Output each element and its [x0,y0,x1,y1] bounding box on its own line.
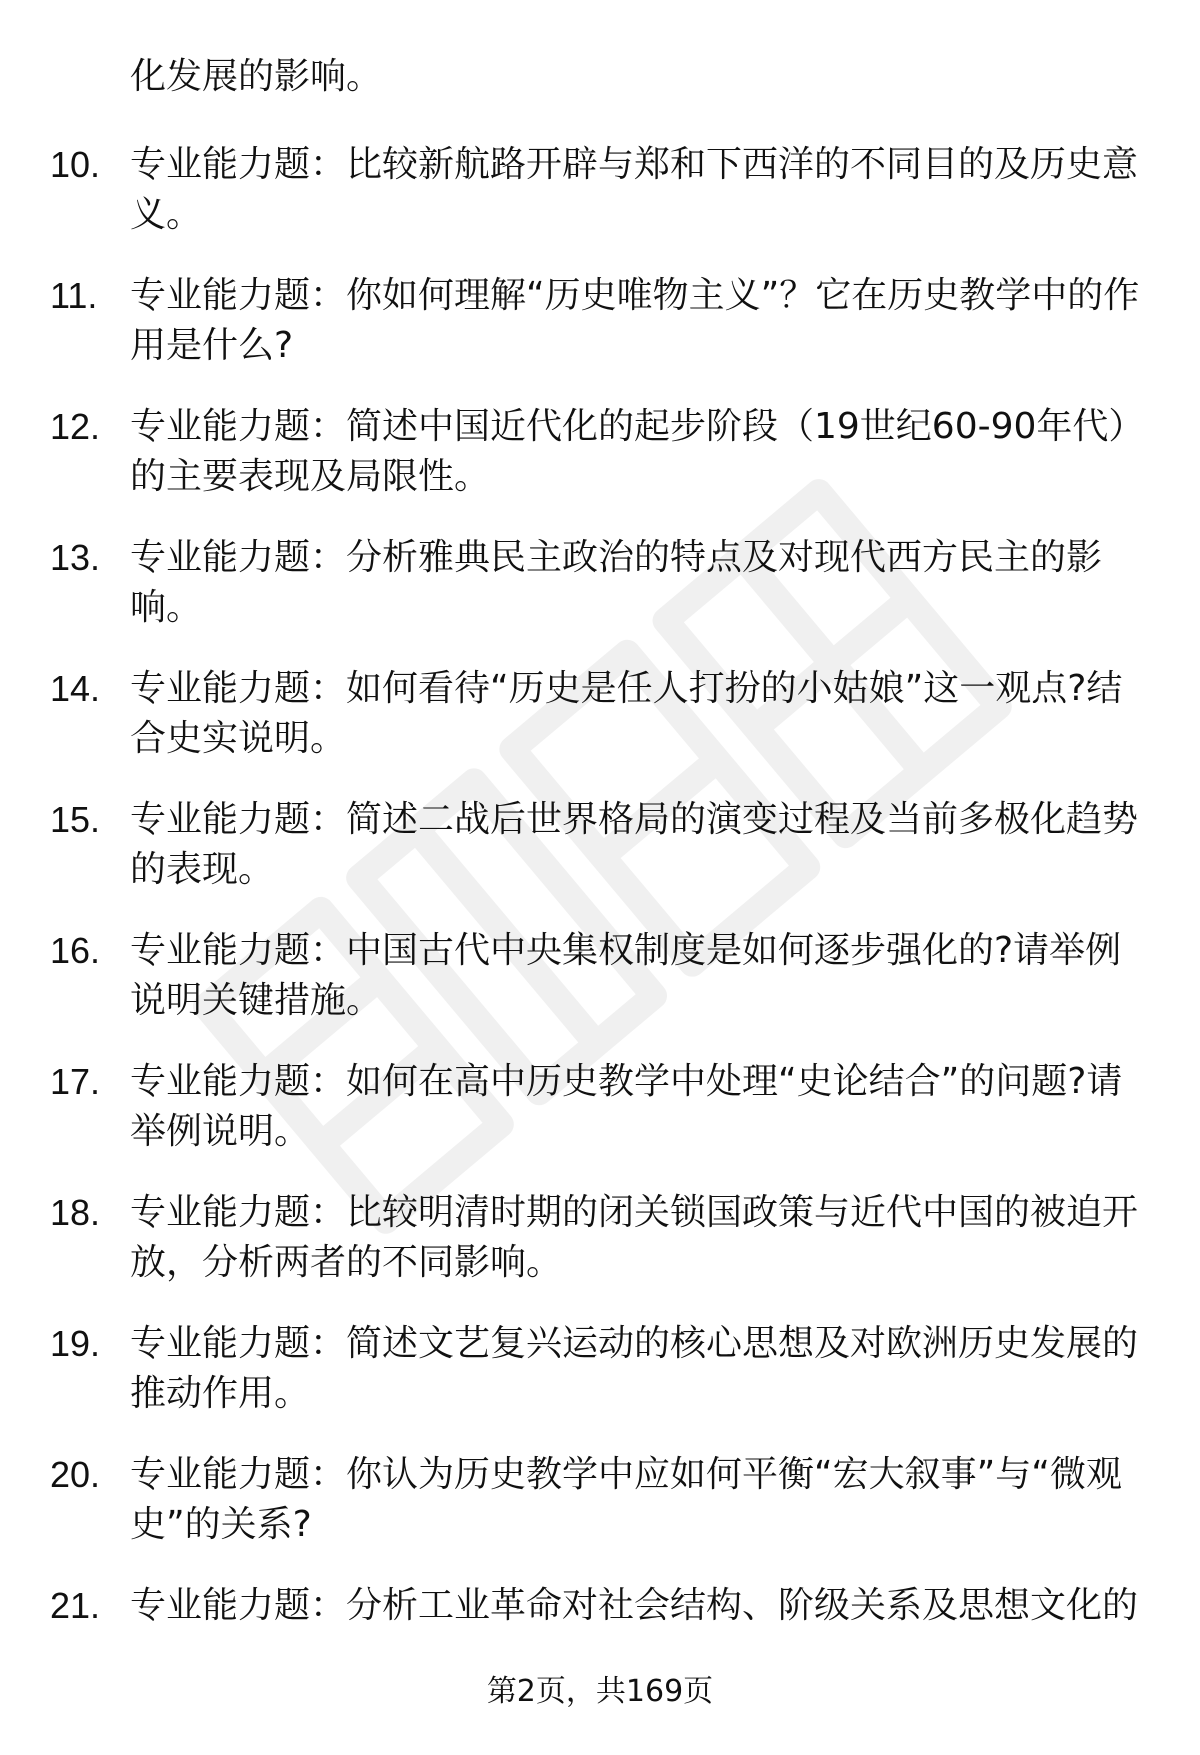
question-text: 专业能力题：分析工业革命对社会结构、阶级关系及思想文化的 [130,1585,1139,1626]
question-text: 专业能力题：简述二战后世界格局的演变过程及当前多极化趋势的表现。 [130,799,1139,890]
question-text: 专业能力题：如何在高中历史教学中处理“史论结合”的问题?请举例说明。 [130,1061,1123,1152]
question-text: 专业能力题：简述中国近代化的起步阶段（19世纪60-90年代）的主要表现及局限性。 [130,406,1127,497]
question-number: 18. [50,1192,101,1233]
list-item [50,1450,1140,1550]
continued-question-text: 化发展的影响。 [130,56,383,97]
question-text: 专业能力题：简述文艺复兴运动的核心思想及对欧洲历史发展的推动作用。 [130,1323,1139,1414]
question-number: 11. [50,275,98,316]
question-number: 20. [50,1454,101,1495]
question-number: 17. [50,1061,101,1102]
question-text: 专业能力题：比较明清时期的闭关锁国政策与近代中国的被迫开放，分析两者的不同影响。 [130,1192,1139,1283]
question-list [50,140,1140,1662]
question-text: 专业能力题：如何看待“历史是任人打扮的小姑娘”这一观点?结合史实说明。 [130,668,1123,759]
question-number: 21. [50,1585,101,1626]
list-item [50,402,1140,502]
list-item [50,1319,1140,1419]
list-item [50,1188,1140,1288]
question-number: 12. [50,406,101,447]
list-item [50,1057,1140,1157]
list-item [50,533,1140,633]
list-item [50,926,1140,1026]
question-text: 专业能力题：你认为历史教学中应如何平衡“宏大叙事”与“微观史”的关系? [130,1454,1122,1545]
question-number: 19. [50,1323,101,1364]
question-text: 专业能力题：中国古代中央集权制度是如何逐步强化的?请举例说明关键措施。 [130,930,1122,1021]
question-text: 专业能力题：分析雅典民主政治的特点及对现代西方民主的影响。 [130,537,1103,628]
list-item [50,271,1140,371]
question-text: 专业能力题：你如何理解“历史唯物主义”？它在历史教学中的作用是什么? [130,275,1140,366]
question-number: 14. [50,668,101,709]
list-item [50,795,1140,895]
question-number: 15. [50,799,101,840]
list-item [50,140,1140,240]
question-number: 16. [50,930,101,971]
page-number-footer: 第2页，共169页 [486,1674,714,1709]
question-text: 专业能力题：比较新航路开辟与郑和下西洋的不同目的及历史意义。 [130,144,1139,235]
question-number: 13. [50,537,101,578]
list-item [50,664,1140,764]
list-item [50,1581,1140,1631]
question-number: 10. [50,144,101,185]
